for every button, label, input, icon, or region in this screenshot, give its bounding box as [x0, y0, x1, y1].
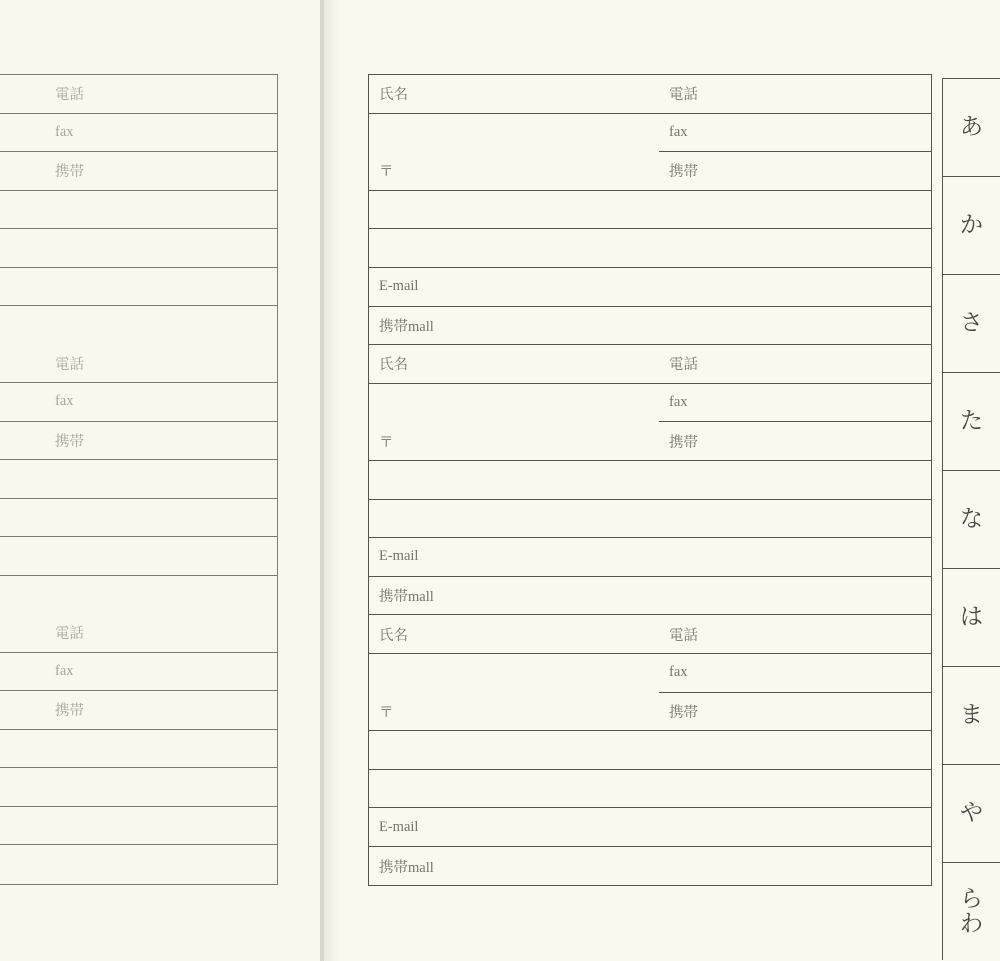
left-row [0, 268, 277, 307]
postal-mobile-row [369, 422, 931, 461]
contact-entry [369, 75, 931, 345]
index-tab-ha[interactable] [942, 568, 1000, 666]
contact-entry [369, 615, 931, 885]
blank-fax-row [369, 114, 931, 153]
index-tab-strip [942, 78, 1000, 960]
left-name-cell [0, 345, 45, 383]
left-blank-cell [0, 730, 277, 768]
left-mobile-mail-cell [0, 306, 277, 345]
left-mobile-cell: 携帯 [55, 433, 84, 450]
index-tab-ra-wa[interactable] [942, 862, 1000, 960]
phone-label: 電話 [659, 345, 931, 384]
index-tab-label: さ [960, 310, 983, 337]
left-row [0, 460, 277, 499]
left-page-form [0, 74, 278, 885]
index-tab-ya[interactable] [942, 764, 1000, 862]
left-blank-cell [0, 460, 277, 498]
index-tab-label-secondary: わ [960, 910, 983, 937]
address-line-2 [369, 229, 931, 268]
left-mobile-mail-cell [0, 576, 277, 615]
left-row [0, 75, 277, 114]
left-row [0, 114, 277, 153]
left-phone-cell: 電話 [55, 356, 84, 373]
blank-fax-row [369, 654, 931, 693]
left-postal-cell [0, 691, 45, 729]
left-row [0, 306, 277, 345]
left-row [0, 768, 277, 807]
name-write-area [369, 384, 659, 423]
name-label: 氏名 [369, 345, 659, 384]
name-phone-row [369, 345, 931, 384]
address-line-2 [369, 770, 931, 809]
fax-label: fax [659, 654, 931, 693]
left-row [0, 191, 277, 230]
left-blank-cell [0, 191, 277, 229]
index-tab-a[interactable] [942, 78, 1000, 176]
left-row [0, 653, 277, 692]
left-row [0, 345, 277, 384]
address-line-1 [369, 191, 931, 230]
left-blank-cell [0, 383, 45, 421]
address-line-2 [369, 500, 931, 539]
postal-mobile-row [369, 152, 931, 191]
phone-label: 電話 [659, 615, 931, 654]
index-tab-label: ま [960, 702, 983, 729]
left-postal-cell [0, 422, 45, 460]
index-tab-label: な [960, 506, 983, 533]
left-row [0, 614, 277, 653]
left-blank-cell [0, 768, 277, 806]
left-mobile-mail-cell [0, 845, 277, 884]
left-email-cell [0, 807, 277, 845]
left-mobile-cell: 携帯 [55, 703, 84, 720]
name-label: 氏名 [369, 75, 659, 114]
name-write-area [369, 654, 659, 693]
name-write-area [369, 114, 659, 153]
fax-label: fax [659, 114, 931, 153]
name-phone-row [369, 615, 931, 654]
left-phone-cell: 電話 [55, 87, 84, 104]
left-email-cell [0, 268, 277, 306]
index-tab-label: や [960, 800, 983, 827]
left-fax-cell: fax [55, 123, 74, 140]
left-fax-cell: fax [55, 662, 74, 679]
postal-label: 〒 [369, 693, 659, 732]
left-row [0, 807, 277, 846]
postal-label: 〒 [369, 422, 659, 461]
index-tab-ka[interactable] [942, 176, 1000, 274]
index-tab-label: ら [960, 886, 983, 913]
index-tab-sa[interactable] [942, 274, 1000, 372]
fax-label: fax [659, 384, 931, 423]
left-row [0, 422, 277, 461]
email-label: E-mail [369, 268, 931, 307]
left-email-cell [0, 537, 277, 575]
address-line-1 [369, 461, 931, 500]
left-row [0, 845, 277, 884]
left-row [0, 576, 277, 615]
right-page-form [368, 74, 932, 886]
mobile-mail-label: 携帯mall [379, 859, 434, 876]
mobile-label: 携帯 [659, 693, 931, 732]
left-row [0, 229, 277, 268]
left-entry-block [0, 75, 277, 345]
index-tab-label: は [960, 604, 983, 631]
email-label: E-mail [369, 538, 931, 577]
mobile-mail-label: 携帯mall [369, 577, 931, 616]
postal-mobile-row [369, 693, 931, 732]
left-phone-cell: 電話 [55, 626, 84, 643]
left-row [0, 730, 277, 769]
name-label: 氏名 [369, 615, 659, 654]
index-tab-label: か [960, 212, 983, 239]
left-name-cell [0, 614, 45, 652]
name-phone-row [369, 75, 931, 114]
blank-fax-row [369, 384, 931, 423]
left-postal-cell [0, 152, 45, 190]
email-label: E-mail [369, 808, 931, 847]
address-line-1 [369, 731, 931, 770]
mobile-mail-label: 携帯mall [369, 307, 931, 346]
left-row [0, 383, 277, 422]
contact-entry [369, 345, 931, 615]
left-row [0, 691, 277, 730]
phone-label: 電話 [659, 75, 931, 114]
left-entry-block [0, 614, 277, 884]
left-blank-cell [0, 653, 45, 691]
mobile-label: 携帯 [659, 152, 931, 191]
left-blank-cell [0, 499, 277, 537]
left-blank-cell [0, 114, 45, 152]
index-tab-ta[interactable] [942, 372, 1000, 470]
index-tab-label: あ [960, 114, 983, 141]
gutter-shadow [324, 0, 340, 961]
left-fax-cell: fax [55, 393, 74, 410]
left-blank-cell [0, 229, 277, 267]
left-row [0, 537, 277, 576]
postal-label: 〒 [369, 152, 659, 191]
left-mobile-cell: 携帯 [55, 164, 84, 181]
index-tab-label: た [960, 408, 983, 435]
left-entry-block [0, 345, 277, 615]
index-tab-ma[interactable] [942, 666, 1000, 764]
mobile-label: 携帯 [659, 422, 931, 461]
left-row [0, 152, 277, 191]
left-name-cell [0, 75, 45, 113]
left-row [0, 499, 277, 538]
index-tab-na[interactable] [942, 470, 1000, 568]
